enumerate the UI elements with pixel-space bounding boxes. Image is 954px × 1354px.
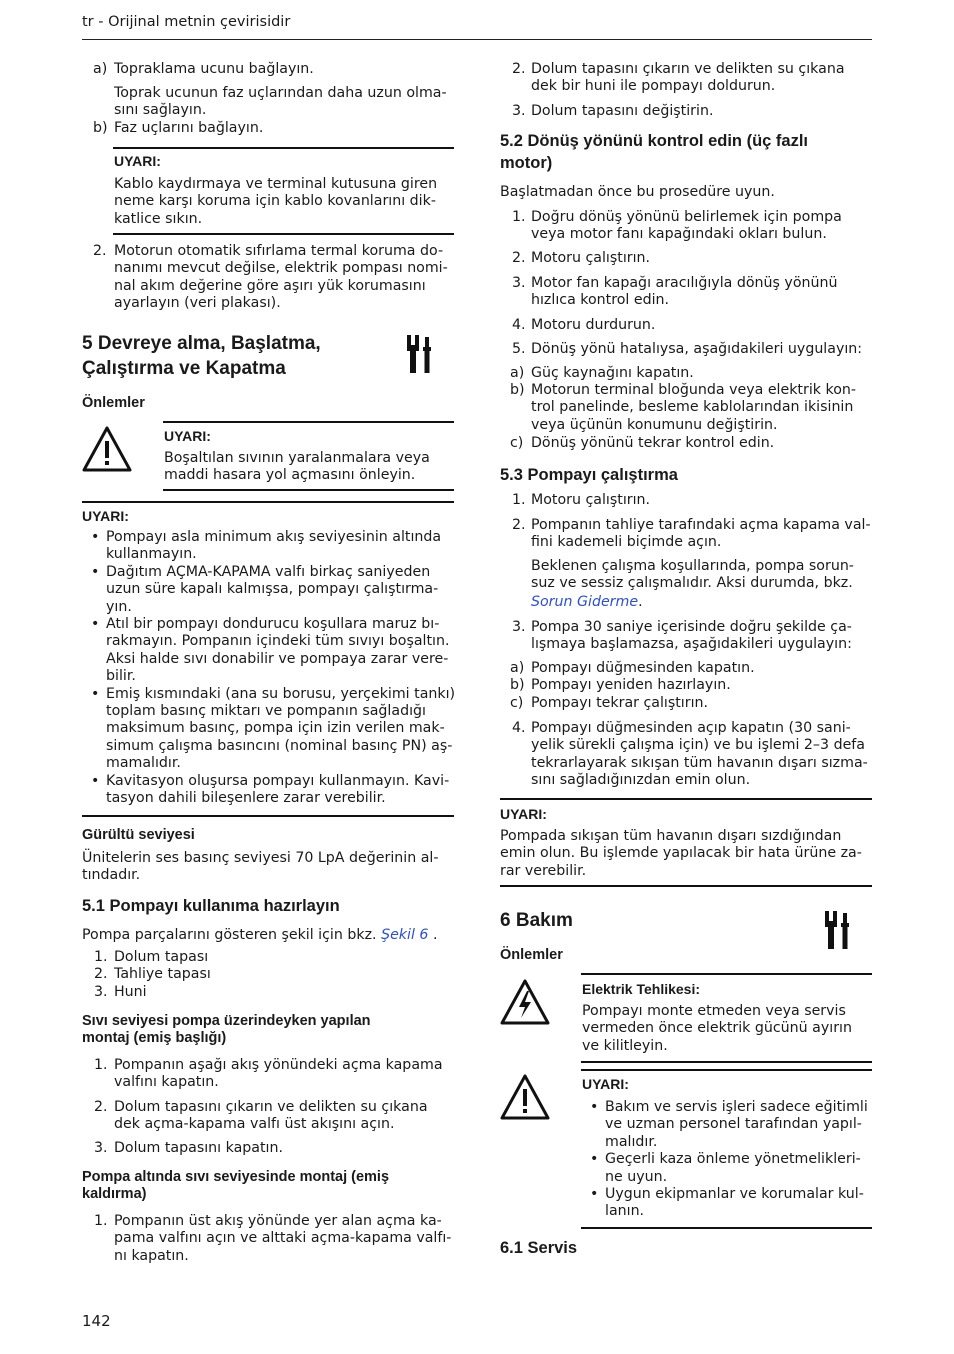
- bullet-item: ve uzman personel tarafından yapıl-: [605, 1116, 862, 1133]
- step-text: Dolum tapasını çıkarın ve delikten su çıkana: [114, 1099, 428, 1115]
- section-title: Çalıştırma ve Kapatma: [82, 358, 286, 379]
- warning-label: UYARI:: [82, 508, 129, 524]
- section-title: 6 Bakım: [500, 910, 573, 931]
- warning-top-rule: [581, 1069, 872, 1071]
- warning-bottom-rule: [581, 1061, 872, 1063]
- bullet-item: • Pompayı asla minimum akış seviyesinin altında: [106, 529, 441, 546]
- step-marker: b): [93, 120, 108, 136]
- bullet-item: mamalıdır.: [106, 755, 181, 772]
- list-item: Huni: [114, 983, 147, 1000]
- step-text: Pompayı düğmesinden kapatın.: [531, 660, 755, 676]
- note-text-end: .: [638, 594, 643, 610]
- warning-label: UYARI:: [500, 806, 547, 822]
- step-text: nı kapatın.: [114, 1247, 189, 1264]
- step-marker: c): [510, 435, 524, 451]
- step-marker: 3.: [512, 103, 526, 119]
- step-text: hızlıca kontrol edin.: [531, 292, 670, 309]
- tools-icon: [822, 911, 852, 949]
- step-marker: b): [510, 382, 525, 398]
- step-text: veya üçünün konumunu değiştirin.: [531, 416, 778, 433]
- list-item: Dolum tapası: [114, 949, 209, 965]
- step-marker: 1.: [94, 1057, 108, 1073]
- bullet-item: • Bakım ve servis işleri sadece eğitimli: [605, 1099, 868, 1116]
- bullet-item: ne uyun.: [605, 1168, 668, 1185]
- section-title: 5 Devreye alma, Başlatma,: [82, 333, 321, 354]
- step-marker: 2.: [94, 1099, 108, 1115]
- subsection-heading: montaj (emiş başlığı): [82, 1030, 227, 1047]
- step-text: Pompayı düğmesinden açıp kapatın (30 sani-: [531, 720, 851, 736]
- step-text: Doğru dönüş yönünü belirlemek için pompa: [531, 209, 842, 225]
- step-text: Topraklama ucunu bağlayın.: [114, 61, 314, 77]
- warning-text: katlice sıkın.: [114, 210, 203, 227]
- step-marker: 1.: [512, 492, 526, 508]
- bullet-item: toplam basınç miktarı ve pompanın sağladığı: [106, 703, 426, 719]
- paragraph: [82, 927, 437, 944]
- step-text: Motoru çalıştırın.: [531, 492, 651, 508]
- note-text: [531, 594, 643, 611]
- figure-link[interactable]: Şekil 6: [381, 927, 429, 943]
- step-text: sını sağladığınızdan emin olun.: [531, 772, 751, 789]
- warning-triangle-icon: [82, 425, 132, 473]
- section-title: 5.3 Pompayı çalıştırma: [500, 466, 678, 484]
- bullet-item: maksimum basınç, pompa için izin verilen mak-: [106, 720, 445, 737]
- warning-text: Boşaltılan sıvının yaralanmalara veya: [164, 450, 430, 466]
- step-note: Toprak ucunun faz uçlarından daha uzun olma-: [114, 85, 447, 101]
- page-number: 142: [82, 1312, 111, 1330]
- step-marker: 1.: [512, 209, 526, 225]
- note-text: Beklenen çalışma koşullarında, pompa sorun-: [531, 558, 854, 574]
- warning-bottom-rule: [113, 233, 454, 235]
- step-text: Dolum tapasını kapatın.: [114, 1140, 283, 1156]
- bullet-item: bilir.: [106, 668, 136, 685]
- step-text: tekrarlayarak sıkışan tüm havanın dışarı sızma-: [531, 754, 868, 771]
- hazard-label: Elektrik Tehlikesi:: [582, 981, 701, 997]
- warning-top-rule: [113, 147, 454, 149]
- paragraph: Ünitelerin ses basınç seviyesi 70 LpA değerinin al-: [82, 850, 439, 866]
- step-marker: 4.: [512, 317, 526, 333]
- step-text: Pompayı tekrar çalıştırın.: [531, 694, 709, 711]
- step-text: Pompanın üst akış yönünde yer alan açma ka-: [114, 1213, 442, 1229]
- step-text: trol panelinde, besleme kablolarından ikisinin: [531, 399, 854, 416]
- step-marker: 1.: [94, 1213, 108, 1229]
- warning-text: emin olun. Bu işlemde yapılacak bir hata ürüne za-: [500, 845, 862, 862]
- bullet-item: • Atıl bir pompayı dondurucu koşullara maruz bı-: [106, 616, 439, 633]
- step-marker: c): [510, 694, 524, 711]
- intro-text-end: .: [428, 927, 438, 943]
- step-text: Motorun otomatik sıfırlama termal koruma do-: [114, 243, 444, 259]
- step-marker: 2.: [512, 61, 526, 77]
- step-marker: 2.: [512, 250, 526, 266]
- step-text: Motoru çalıştırın.: [531, 250, 651, 266]
- step-text: Dönüş yönü hatalıysa, aşağıdakileri uygulayın:: [531, 341, 863, 357]
- step-text: nal akım değerine göre aşırı yük korumasını: [114, 277, 426, 294]
- subsection-heading: Sıvı seviyesi pompa üzerindeyken yapılan: [82, 1013, 371, 1029]
- step-text: Pompanın tahliye tarafındaki açma kapama val-: [531, 517, 871, 533]
- step-text: dek açma-kapama valfı üst akışını açın.: [114, 1116, 395, 1133]
- subsection-heading: Gürültü seviyesi: [82, 827, 195, 843]
- step-text: dek bir huni ile pompayı doldurun.: [531, 78, 776, 95]
- step-marker: a): [510, 660, 525, 676]
- header-rule: [82, 39, 872, 40]
- step-marker: 3.: [94, 1140, 108, 1156]
- step-text: Motoru durdurun.: [531, 317, 656, 333]
- step-marker: a): [510, 365, 525, 381]
- bullet-item: • Uygun ekipmanlar ve korumalar kul-: [605, 1186, 864, 1203]
- step-text: lışmaya başlamazsa, aşağıdakileri uygulayın:: [531, 636, 852, 653]
- section-title: 6.1 Servis: [500, 1239, 578, 1257]
- bullet-item: • Dağıtım AÇMA-KAPAMA valfı birkaç saniyeden: [106, 564, 430, 581]
- warning-text: ve kilitleyin.: [582, 1037, 668, 1054]
- bullet-item: • Emiş kısmındaki (ana su borusu, yerçekimi tankı): [106, 686, 455, 703]
- tools-icon: [404, 335, 434, 373]
- step-text: fini kademeli biçimde açın.: [531, 534, 722, 551]
- warning-text: vermeden önce elektrik gücünü ayırın: [582, 1020, 852, 1037]
- step-note: sını sağlayın.: [114, 102, 207, 119]
- step-text: Faz uçlarını bağlayın.: [114, 120, 264, 136]
- step-text: yelik sürekli çalışma için) ve bu işlemi 2–3 defa: [531, 737, 865, 754]
- section-title: 5.1 Pompayı kullanıma hazırlayın: [82, 897, 340, 915]
- step-text: veya motor fanı kapağındaki okları bulun.: [531, 226, 827, 243]
- step-text: pama valfını açın ve alttaki açma-kapama valfı-: [114, 1230, 452, 1247]
- warning-top-rule: [82, 501, 454, 503]
- step-text: Pompa 30 saniye içerisinde doğru şekilde ça-: [531, 619, 852, 635]
- step-marker: 2.: [512, 517, 526, 533]
- precautions-heading: Önlemler: [82, 395, 145, 411]
- warning-bottom-rule: [500, 885, 872, 887]
- running-header: tr - Orijinal metnin çevirisidir: [82, 14, 291, 30]
- note-text: suz ve sessiz çalışmalıdır. Aksi durumda, bkz.: [531, 575, 853, 592]
- warning-bottom-rule: [163, 489, 454, 491]
- warning-text: Pompayı monte etmeden veya servis: [582, 1003, 846, 1019]
- bullet-item: kullanmayın.: [106, 546, 197, 563]
- step-text: Motorun terminal bloğunda veya elektrik kon-: [531, 382, 856, 398]
- section-title: 5.2 Dönüş yönünü kontrol edin (üç fazlı: [500, 132, 809, 150]
- bullet-item: Aksi halde sıvı donabilir ve pompaya zarar vere-: [106, 650, 449, 667]
- troubleshooting-link[interactable]: Sorun Giderme: [531, 594, 639, 610]
- paragraph: Başlatmadan önce bu prosedüre uyun.: [500, 184, 775, 200]
- step-marker: a): [93, 61, 108, 77]
- electrical-hazard-icon: [500, 978, 550, 1026]
- paragraph: tındadır.: [82, 867, 141, 884]
- bullet-item: rakmayın. Pompanın içindeki tüm sıvıyı boşaltın.: [106, 633, 450, 650]
- step-marker: 5.: [512, 341, 526, 357]
- bullet-item: • Kavitasyon oluşursa pompayı kullanmayın. Kavi-: [106, 773, 449, 790]
- bullet-item: tasyon dahili bileşenlere zarar verebilir.: [106, 790, 386, 806]
- step-marker: 4.: [512, 720, 526, 736]
- warning-label: UYARI:: [114, 153, 161, 169]
- list-item: Tahliye tapası: [114, 966, 211, 983]
- warning-triangle-icon: [500, 1073, 550, 1121]
- warning-bottom-rule: [581, 1227, 872, 1229]
- step-text: Dönüş yönünü tekrar kontrol edin.: [531, 435, 775, 451]
- warning-bottom-rule: [82, 815, 454, 817]
- warning-text: Kablo kaydırmaya ve terminal kutusuna giren: [114, 176, 438, 192]
- step-marker: 3.: [512, 619, 526, 635]
- warning-top-rule: [500, 798, 872, 800]
- step-text: Dolum tapasını değiştirin.: [531, 103, 714, 119]
- step-marker: 3.: [512, 275, 526, 291]
- subsection-heading: kaldırma): [82, 1186, 147, 1203]
- intro-text: Pompa parçalarını gösteren şekil için bkz.: [82, 927, 382, 943]
- bullet-item: simum çalışma basıncını (nominal basınç PN) aş-: [106, 737, 453, 754]
- list-marker: 2.: [94, 966, 108, 983]
- step-text: Dolum tapasını çıkarın ve delikten su çıkana: [531, 61, 845, 77]
- bullet-item: malıdır.: [605, 1133, 658, 1150]
- step-text: Güç kaynağını kapatın.: [531, 365, 694, 381]
- subsection-heading: Pompa altında sıvı seviyesinde montaj (emiş: [82, 1169, 390, 1185]
- warning-text: neme karşı koruma için kablo kovanlarını dik-: [114, 193, 436, 210]
- step-text: Pompanın aşağı akış yönündeki açma kapama: [114, 1057, 443, 1073]
- warning-text: rar verebilir.: [500, 862, 587, 879]
- warning-top-rule: [163, 421, 454, 423]
- step-text: Motor fan kapağı aracılığıyla dönüş yönünü: [531, 275, 838, 291]
- step-text: valfını kapatın.: [114, 1074, 219, 1091]
- bullet-item: lanın.: [605, 1203, 645, 1220]
- bullet-item: yın.: [106, 598, 132, 615]
- warning-label: UYARI:: [582, 1076, 629, 1092]
- step-text: Pompayı yeniden hazırlayın.: [531, 677, 731, 694]
- warning-text: Pompada sıkışan tüm havanın dışarı sızdığından: [500, 828, 842, 844]
- bullet-item: • Geçerli kaza önleme yönetmelikleri-: [605, 1151, 861, 1168]
- step-text: ayarlayın (veri plakası).: [114, 295, 281, 312]
- step-marker: b): [510, 677, 525, 694]
- step-marker: 2.: [93, 243, 107, 259]
- section-title: motor): [500, 154, 553, 172]
- warning-label: UYARI:: [164, 428, 211, 444]
- warning-text: maddi hasara yol açmasını önleyin.: [164, 467, 416, 484]
- step-text: nanımı mevcut değilse, elektrik pompası nomi-: [114, 260, 448, 277]
- list-marker: 3.: [94, 983, 108, 1000]
- list-marker: 1.: [94, 949, 108, 965]
- bullet-item: uzun süre kapalı kalmışsa, pompayı çalıştırma-: [106, 581, 439, 598]
- precautions-heading: Önlemler: [500, 947, 563, 963]
- warning-top-rule: [581, 973, 872, 975]
